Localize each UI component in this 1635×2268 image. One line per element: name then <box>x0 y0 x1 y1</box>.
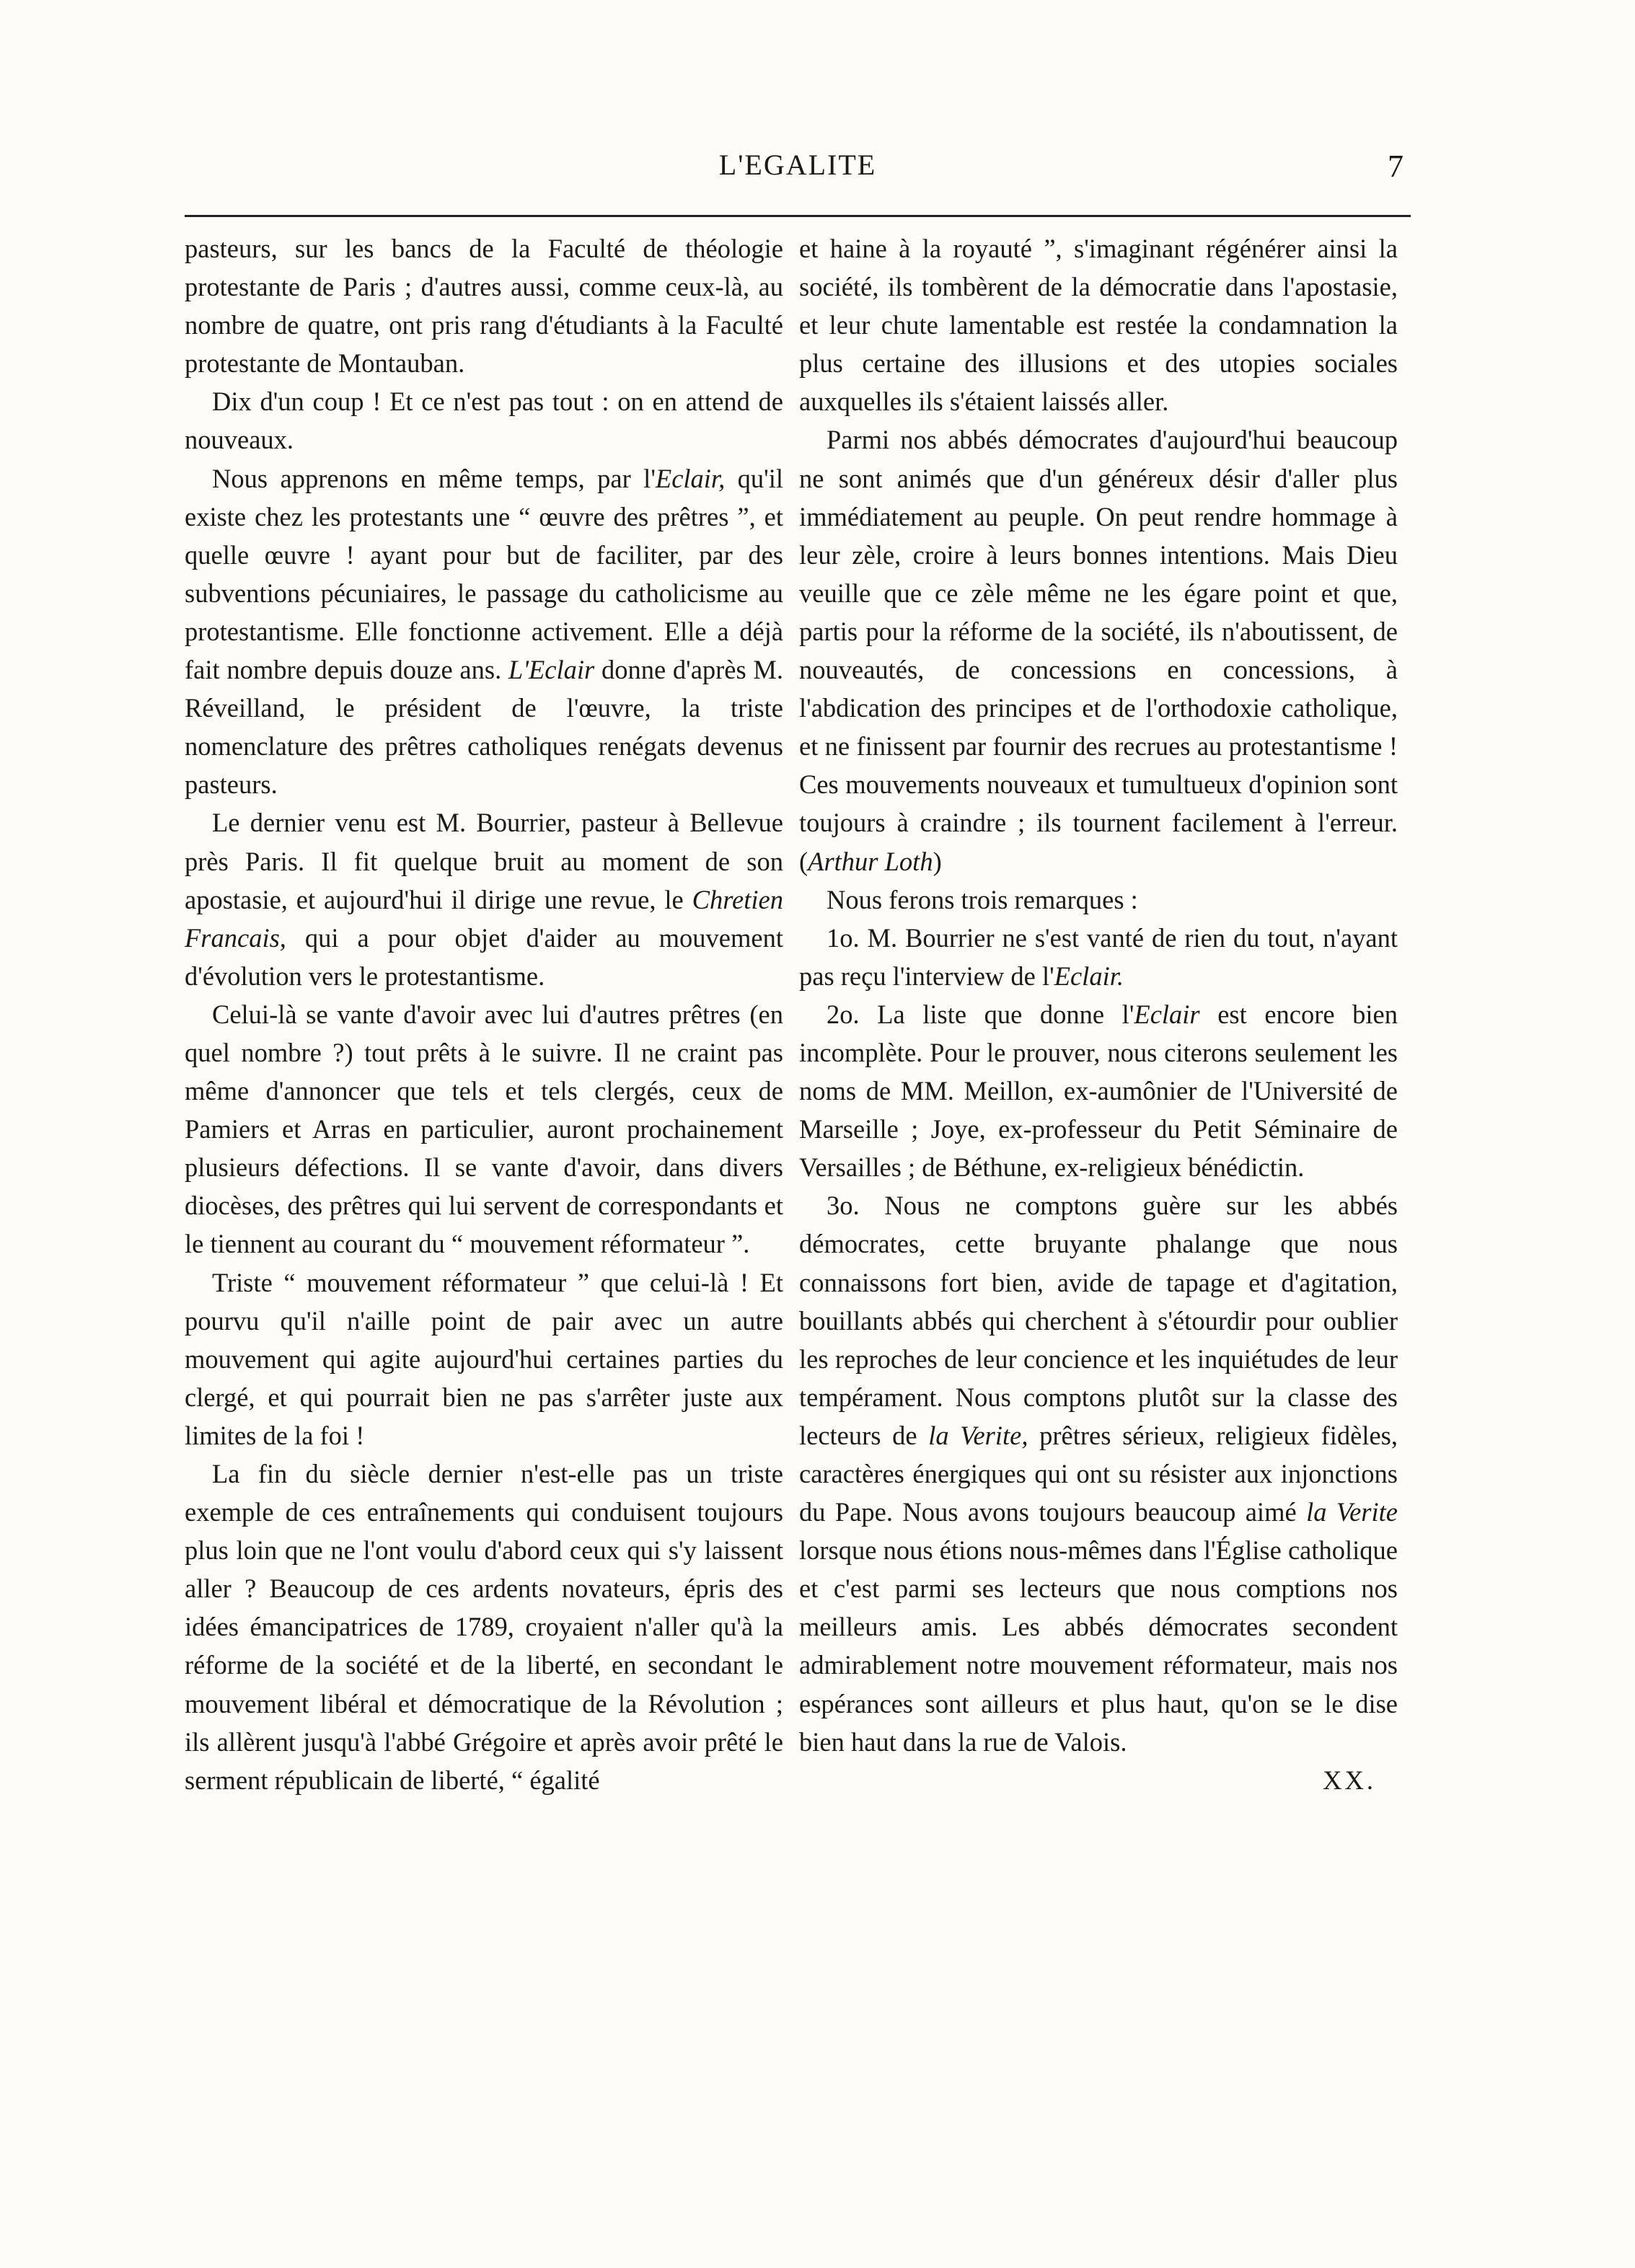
paragraph: pasteurs, sur les bancs de la Faculté de théologie protestante de Paris ; d'autres aussi, comme ceux-là, au nombre de quatre, ont pris rang d'étudiants à la Faculté protestante de Montauban. <box>185 234 783 379</box>
left-column <box>185 229 783 1799</box>
journal-name: Eclair <box>1134 999 1200 1029</box>
text-run: 2o. La liste que donne l' <box>827 999 1134 1029</box>
paragraph <box>799 1186 1398 1760</box>
text-run: 1o. M. Bourrier ne s'est vanté de rien du tout, n'ayant pas reçu l'interview de l' <box>799 922 1398 991</box>
paragraph: Celui-là se vante d'avoir avec lui d'autres prêtres (en quel nombre ?) tout prêts à le suivre. Il ne craint pas même d'annoncer que tels et tels clergés, ceux de Pamiers et Arras en particulier, auront prochainement plusieurs défections. Il se vante d'avoir, dans divers diocèses, des prêtres qui lui servent de correspondants et le tiennent au courant du “ mouvement réformateur ”. <box>185 999 783 1259</box>
text-run: Parmi nos abbés démocrates d'aujourd'hui beaucoup ne sont animés que d'un généreux désir d'aller plus immédiatement au peuple. On peut rendre hommage à leur zèle, croire à leurs bonnes intentions. Mais Dieu veuille que ce zèle même ne les égare point et que, partis pour la réforme de la société, ils n'aboutissent, de nouveautés, de concessions en concessions, à l'abdication des principes et de l'orthodoxie catholique, et ne finissent par fournir des recrues au protestantisme ! Ces mouvements nouveaux et tumultueux d'opinion sont toujours à craindre ; ils tournent facilement à l'erreur. ( <box>799 425 1398 876</box>
running-title: L'EGALITE <box>718 149 877 181</box>
signature: XX. <box>1323 1765 1376 1795</box>
text-run: donne d'après M. Réveilland, le président de l'œuvre, la triste nomenclature des prêtres catholiques renégats devenus pasteurs. <box>185 655 783 800</box>
journal-name: Eclair, <box>655 463 726 493</box>
journal-name: Eclair. <box>1054 961 1124 991</box>
text-run: qui a pour objet d'aider au mouvement d'évolution vers le protestantisme. <box>185 922 783 991</box>
journal-name: la Verite, <box>928 1420 1028 1450</box>
header-rule <box>185 215 1411 217</box>
page-header <box>185 148 1411 191</box>
text-run: lorsque nous étions nous-mêmes dans l'Église catholique et c'est parmi ses lecteurs que nous comptions nos meilleurs amis. Les abbés démocrates secondent admirablement notre mouvement réformateur, mais nos espérances sont ailleurs et plus haut, qu'on se le dise bien haut dans la rue de Valois. <box>799 1535 1398 1757</box>
journal-name: la Verite <box>1306 1497 1398 1527</box>
journal-name: L'Eclair <box>508 655 595 685</box>
paragraph <box>185 459 783 804</box>
paragraph: Triste “ mouvement réformateur ” que celui-là ! Et pourvu qu'il n'aille point de pair avec un autre mouvement qui agite aujourd'hui certaines parties du clergé, et qui pourrait bien ne pas s'arrêter juste aux limites de la foi ! <box>185 1267 783 1450</box>
paragraph <box>799 995 1398 1186</box>
text-run: Le dernier venu est M. Bourrier, pasteur à Bellevue près Paris. Il fit quelque bruit au moment de son apostasie, et aujourd'hui il dirige une revue, le <box>185 808 783 914</box>
text-run: Nous apprenons en même temps, par l' <box>212 463 656 493</box>
paragraph <box>185 803 783 994</box>
paragraph <box>799 420 1398 880</box>
paragraph: Nous ferons trois remarques : <box>827 884 1138 914</box>
journal-name: Chretien Francais, <box>185 884 783 953</box>
text-run: ) <box>933 846 942 876</box>
text-run: prêtres sérieux, religieux fidèles, caractères énergiques qui ont su résister aux injonctions du Pape. Nous avons toujours beaucoup aimé <box>799 1420 1398 1527</box>
text-run: est encore bien incomplète. Pour le prouver, nous citerons seulement les noms de MM. Meillon, ex-aumônier de l'Université de Marseille ; Joye, ex-professeur du Petit Séminaire de Versailles ; de Béthune, ex-religieux bénédictin. <box>799 999 1398 1183</box>
paragraph: et haine à la royauté ”, s'imaginant régénérer ainsi la société, ils tombèrent de la démocratie dans l'apostasie, et leur chute lamentable est restée la condamnation la plus certaine des illusions et des utopies sociales auxquelles ils s'étaient laissés aller. <box>799 234 1398 417</box>
paragraph: Dix d'un coup ! Et ce n'est pas tout : on en attend de nouveaux. <box>185 387 783 455</box>
paragraph: La fin du siècle dernier n'est-elle pas un triste exemple de ces entraînements qui conduisent toujours plus loin que ne l'ont voulu d'abord ceux qui s'y laissent aller ? Beaucoup de ces ardents novateurs, épris des idées émancipatrices de 1789, croyaient n'aller qu'à la réforme de la société et de la liberté, en secondant le mouvement libéral et démocratique de la Révolution ; ils allèrent jusqu'à l'abbé Grégoire et après avoir prêté le serment républicain de liberté, “ égalité <box>185 1459 783 1795</box>
paragraph <box>799 919 1398 995</box>
author-name: Arthur Loth <box>808 846 933 876</box>
right-column <box>799 229 1398 1799</box>
page-number: 7 <box>1388 149 1403 184</box>
text-run: qu'il existe chez les protestants une “ œuvre des prêtres ”, et quelle œuvre ! ayant pour but de faciliter, par des subventions pécuniaires, le passage du catholicisme au protestantisme. Elle fonctionne activement. Elle a déjà fait nombre depuis douze ans. <box>185 463 784 685</box>
text-run: 3o. Nous ne comptons guère sur les abbés démocrates, cette bruyante phalange que nous connaissons fort bien, avide de tapage et d'agitation, bouillants abbés qui cherchent à s'étourdir pour oublier les reproches de leur concience et les inquiétudes de leur tempérament. Nous comptons plutôt sur la classe des lecteurs de <box>799 1191 1398 1450</box>
